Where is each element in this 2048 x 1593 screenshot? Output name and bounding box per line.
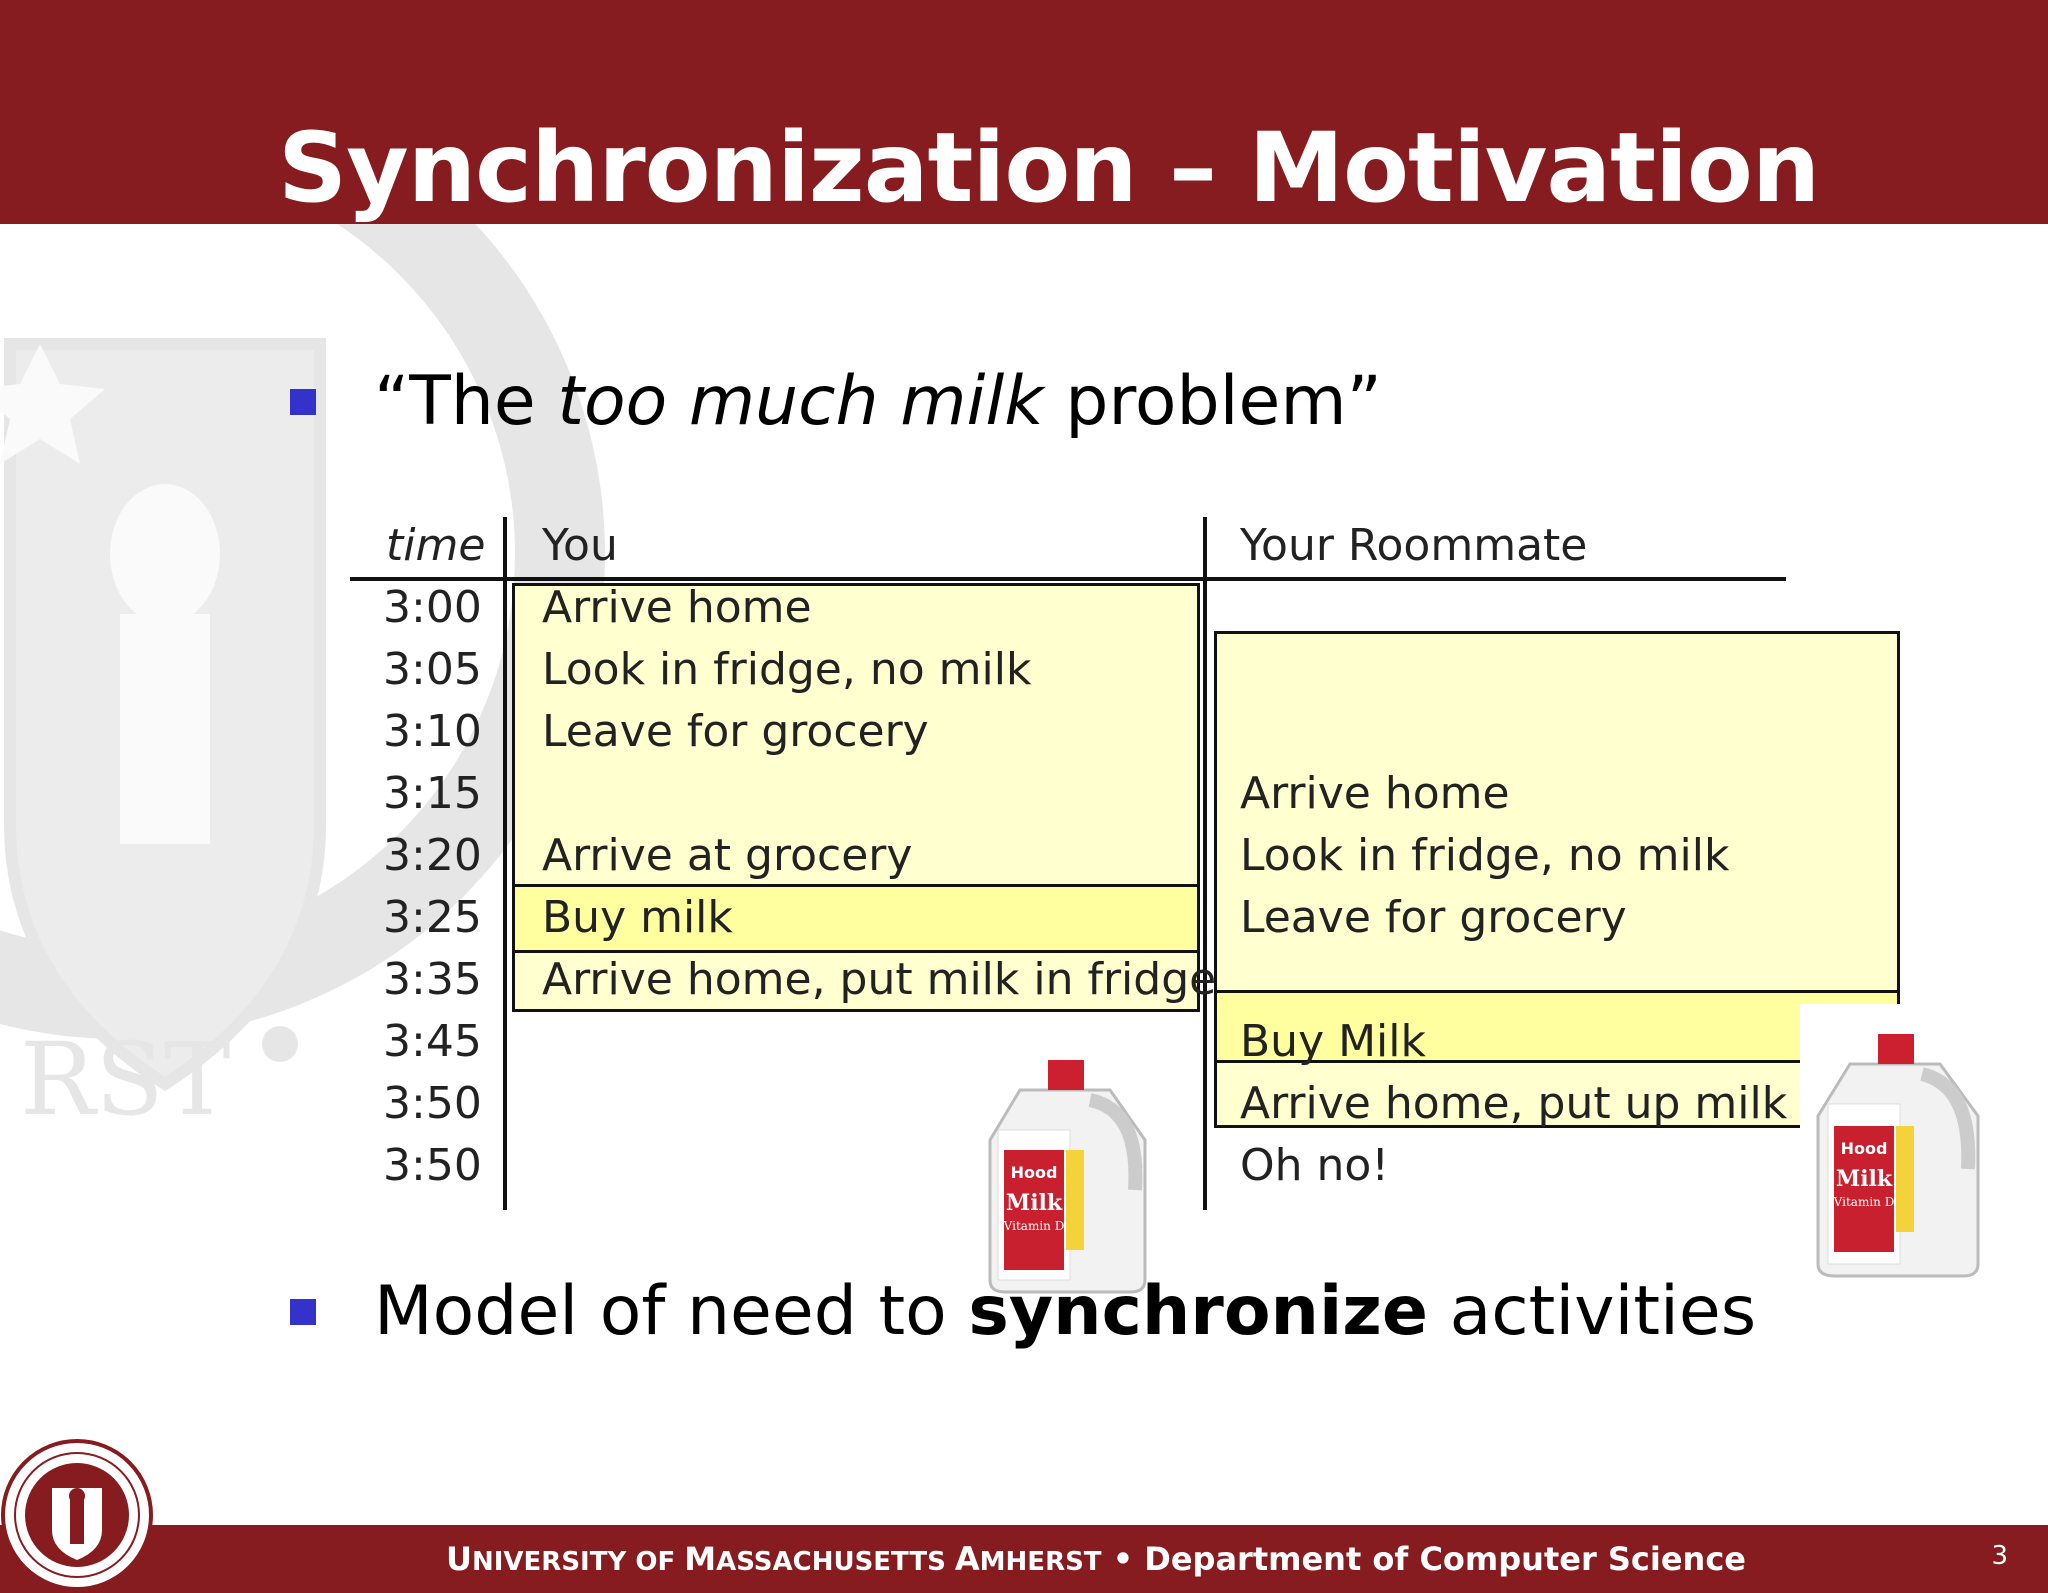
time-cell: 3:15 — [383, 768, 482, 819]
bullet-text-italic: too much milk — [557, 362, 1044, 441]
time-cell: 3:05 — [383, 644, 482, 695]
roommate-cell: Arrive home, put up milk — [1240, 1078, 1788, 1129]
bullet-text-post: activities — [1427, 1272, 1757, 1351]
bullet-synchronize — [290, 1272, 1756, 1351]
time-column-divider — [503, 517, 507, 1210]
roommate-cell: Oh no! — [1240, 1140, 1389, 1191]
bullet-text-post: problem” — [1043, 362, 1382, 441]
milk-sub: Vitamin D — [1003, 1219, 1065, 1233]
bullet-text — [374, 362, 1382, 441]
header-rule — [350, 577, 1786, 581]
roommate-cell: Look in fridge, no milk — [1240, 830, 1730, 881]
footer-institution: UNIVERSITY OF MASSACHUSETTS AMHERST • Department of Computer Science — [446, 1540, 1746, 1578]
milk-product: Milk — [1835, 1166, 1893, 1192]
you-column-divider — [1203, 517, 1207, 1210]
time-cell: 3:25 — [383, 892, 482, 943]
bullet-square-icon — [290, 389, 316, 415]
you-cell: Arrive home, put milk in fridge — [542, 954, 1217, 1005]
time-cell: 3:10 — [383, 706, 482, 757]
you-cell: Arrive at grocery — [542, 830, 913, 881]
milk-brand: Hood — [1840, 1139, 1888, 1158]
bullet-text-pre: “The — [374, 362, 558, 441]
time-cell: 3:35 — [383, 954, 482, 1005]
slide-title: Synchronization – Motivation — [278, 112, 1820, 224]
you-cell: Arrive home — [542, 582, 812, 633]
milk-brand: Hood — [1010, 1163, 1058, 1182]
time-cell: 3:45 — [383, 1016, 482, 1067]
page-number: 3 — [1991, 1541, 2008, 1571]
footer-department: Department of Computer Science — [1144, 1540, 1746, 1578]
time-cell: 3:20 — [383, 830, 482, 881]
svg-text:RST: RST — [20, 1021, 231, 1124]
you-cell: Buy milk — [542, 892, 733, 943]
header-time: time — [386, 520, 486, 571]
time-cell: 3:50 — [383, 1140, 482, 1191]
time-cell: 3:50 — [383, 1078, 482, 1129]
bullet-too-much-milk — [290, 362, 1382, 441]
roommate-cell: Arrive home — [1240, 768, 1510, 819]
you-cell: Look in fridge, no milk — [542, 644, 1032, 695]
milk-jug-image-left — [970, 1030, 1160, 1300]
bullet-text — [374, 1272, 1756, 1351]
roommate-cell: Leave for grocery — [1240, 892, 1627, 943]
you-cell: Leave for grocery — [542, 706, 929, 757]
bullet-text-bold: synchronize — [968, 1272, 1428, 1351]
milk-sub: Vitamin D — [1833, 1195, 1895, 1209]
bullet-square-icon — [290, 1299, 316, 1325]
bullet-text-pre: Model of need to — [374, 1272, 969, 1351]
milk-product: Milk — [1005, 1190, 1063, 1216]
header-roommate: Your Roommate — [1240, 520, 1588, 571]
time-cell: 3:00 — [383, 582, 482, 633]
roommate-cell: Buy Milk — [1240, 1016, 1426, 1067]
header-you: You — [542, 520, 618, 571]
umass-seal-logo — [0, 1438, 155, 1593]
milk-jug-image-right — [1800, 1004, 1990, 1284]
